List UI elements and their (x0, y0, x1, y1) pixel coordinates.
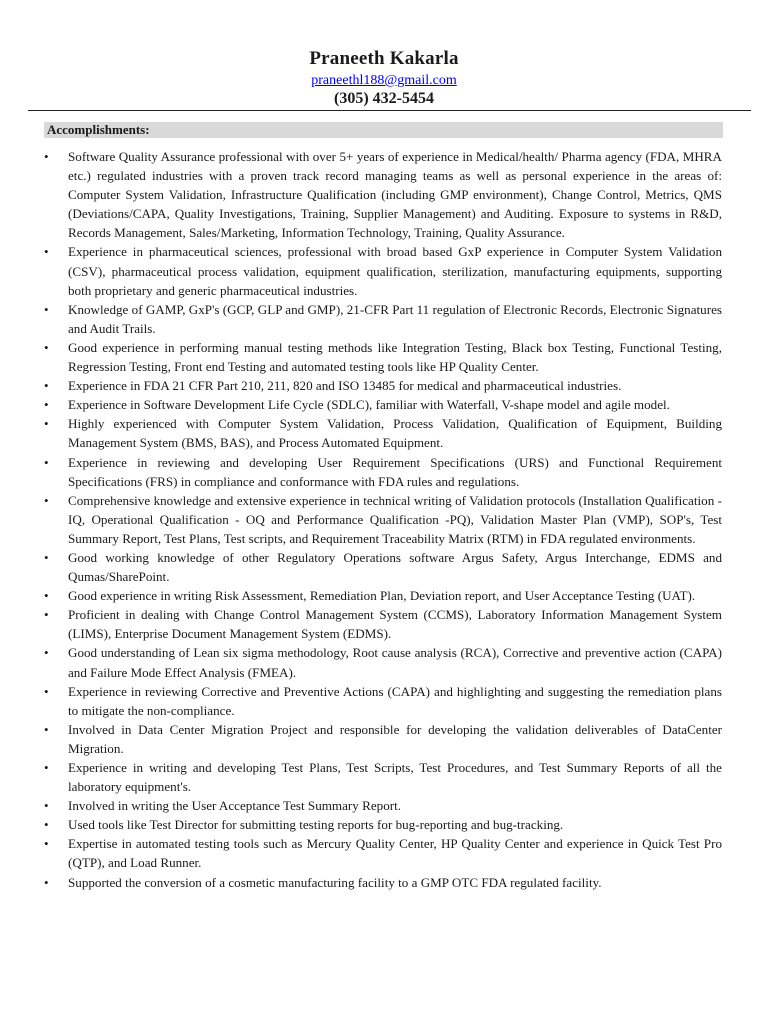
list-item-text: Experience in pharmaceutical sciences, professional with broad based GxP experience in Computer System Validation (CSV), pharmaceutical process validation, equipment qualification, sterilization, manufacturing equipments, supporting both proprietary and generic pharmaceutical industries. (68, 244, 722, 298)
list-item-text: Experience in reviewing and developing User Requirement Specifications (URS) and Functional Requirement Specifications (FRS) in compliance and conformance with FDA rules and regulations. (68, 454, 722, 489)
accomplishments-list (44, 147, 722, 892)
list-item-text: Involved in Data Center Migration Project and responsible for developing the validation deliverables of DataCenter Migration. (68, 721, 722, 756)
list-item (44, 586, 722, 605)
list-item-text: Good experience in writing Risk Assessment, Remediation Plan, Deviation report, and User Acceptance Testing (UAT). (68, 588, 696, 604)
bullet-icon: • (44, 817, 49, 833)
list-item (44, 147, 722, 242)
bullet-icon: • (44, 836, 49, 852)
bullet-icon: • (44, 798, 49, 814)
list-item-text: Involved in writing the User Acceptance Test Summary Report. (68, 798, 402, 814)
section-title: Accomplishments: (47, 122, 150, 137)
list-item (44, 242, 722, 299)
list-item-text: Good working knowledge of other Regulatory Operations software Argus Safety, Argus Interchange, EDMS and Qumas/SharePoint. (68, 549, 722, 585)
list-item-text: Software Quality Assurance professional with over 5+ years of experience in Medical/health/ Pharma agency (FDA, MHRA etc.) regulated industries with a proven track record managing teams as well as personal experience in the areas of: Computer System Validation, Infrastructure Qualification (including GMP environment), Change Control, Metrics, QMS (Deviations/CAPA, Quality Investigations, Training, Supplier Management) and Auditing. Exposure to systems in R&D, Records Management, Sales/Marketing, Information Technology, Training, Quality Assurance. (68, 149, 722, 241)
email-link[interactable]: praneethl188@gmail.com (311, 73, 457, 88)
list-item (44, 453, 722, 491)
bullet-icon: • (44, 607, 49, 623)
list-item (44, 834, 722, 872)
resume-header (0, 47, 768, 109)
list-item (44, 376, 722, 395)
bullet-icon: • (44, 874, 49, 890)
list-item (44, 682, 722, 720)
bullet-icon: • (44, 397, 49, 413)
bullet-icon: • (44, 492, 49, 508)
list-item-text: Highly experienced with Computer System Validation, Process Validation, Qualification of Equipment, Building Management System (BMS, BAS), and Process Automated Equipment. (68, 416, 722, 451)
list-item (44, 758, 722, 796)
list-item-text: Comprehensive knowledge and extensive experience in technical writing of Validation protocols (Installation Qualification - IQ, Operational Qualification - OQ and Performance Qualification -PQ), Validation Master Plan (VMP), SOP's, Test Summary Report, Test Plans, Test scripts, and Requirement Traceability Matrix (RTM) in FDA regulated environments. (68, 492, 722, 546)
bullet-icon: • (44, 244, 49, 260)
list-item (44, 414, 722, 452)
list-item-text: Used tools like Test Director for submitting testing reports for bug-reporting and bug-tracking. (68, 817, 564, 833)
bullet-icon: • (44, 549, 49, 565)
list-item (44, 491, 722, 548)
list-item-text: Experience in writing and developing Test Plans, Test Scripts, Test Procedures, and Test Summary Reports of all the laboratory equipment's. (68, 760, 722, 795)
bullet-icon: • (44, 588, 49, 604)
bullet-icon: • (44, 721, 49, 737)
bullet-icon: • (44, 149, 49, 164)
bullet-icon: • (44, 339, 49, 355)
bullet-icon: • (44, 416, 49, 432)
list-item (44, 548, 722, 586)
list-item (44, 338, 722, 376)
candidate-name: Praneeth Kakarla (309, 48, 459, 69)
list-item (44, 395, 722, 414)
list-item-text: Proficient in dealing with Change Control Management System (CCMS), Laboratory Information Management System (LIMS), Enterprise Document Management System (EDMS). (68, 607, 722, 642)
bullet-icon: • (44, 454, 49, 470)
list-item-text: Knowledge of GAMP, GxP's (GCP, GLP and GMP), 21-CFR Part 11 regulation of Electronic Records, Electronic Signatures and Audit Trails. (68, 301, 722, 336)
list-item (44, 796, 722, 815)
header-divider (28, 110, 751, 111)
list-item-text: Experience in Software Development Life Cycle (SDLC), familiar with Waterfall, V-shape model and agile model. (68, 397, 670, 413)
bullet-icon: • (44, 301, 49, 317)
bullet-icon: • (44, 760, 49, 775)
list-item (44, 815, 722, 834)
bullet-icon: • (44, 683, 49, 699)
list-item (44, 643, 722, 681)
phone-number: (305) 432-5454 (334, 90, 434, 107)
list-item-text: Experience in reviewing Corrective and Preventive Actions (CAPA) and highlighting and suggesting the remediation plans to mitigate the non-compliance. (68, 683, 722, 718)
list-item (44, 873, 722, 892)
list-item-text: Good understanding of Lean six sigma methodology, Root cause analysis (RCA), Corrective and preventive action (CAPA) and Failure Mode Effect Analysis (FMEA). (68, 645, 722, 680)
list-item (44, 300, 722, 338)
bullet-icon: • (44, 378, 49, 394)
list-item (44, 605, 722, 643)
list-item (44, 720, 722, 758)
list-item-text: Good experience in performing manual testing methods like Integration Testing, Black box Testing, Functional Testing, Regression Testing, Front end Testing and automated testing tools like HP Quality Center. (68, 339, 722, 375)
list-item-text: Supported the conversion of a cosmetic manufacturing facility to a GMP OTC FDA regulated facility. (68, 874, 602, 890)
bullet-icon: • (44, 645, 49, 661)
list-item-text: Expertise in automated testing tools such as Mercury Quality Center, HP Quality Center and experience in Quick Test Pro (QTP), and Load Runner. (68, 836, 722, 871)
list-item-text: Experience in FDA 21 CFR Part 210, 211, 820 and ISO 13485 for medical and pharmaceutical industries. (68, 378, 622, 394)
